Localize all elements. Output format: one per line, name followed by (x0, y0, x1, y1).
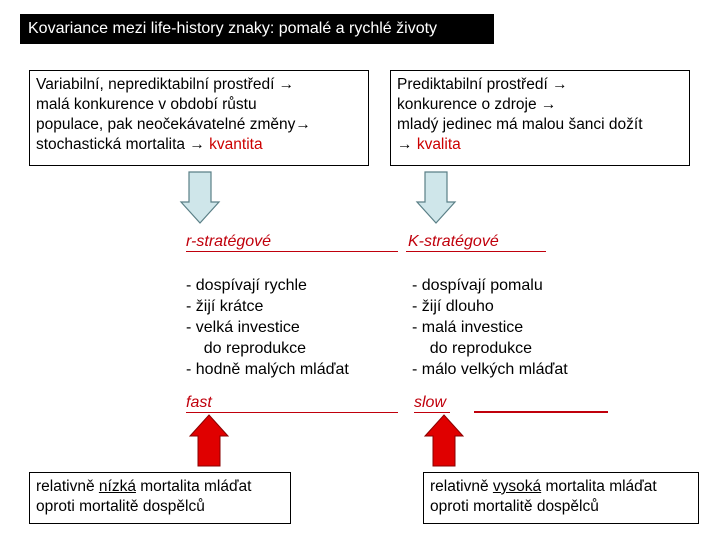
low-mortality-word: nízká (98, 478, 136, 495)
r-strategists-heading: r-stratégové (186, 233, 272, 250)
bottom-left-line-2: oproti mortalitě dospělců (36, 498, 205, 515)
high-mortality-word: vysoká (492, 478, 542, 495)
right-box-line-4 (397, 135, 683, 155)
r-strategy-traits: - dospívají rychle - žijí krátce - velká investice do reprodukce - hodně malých mláďat (186, 277, 349, 378)
right-box-line-2: konkurence o zdroje → (397, 96, 557, 113)
bottom-right-line-1 (430, 477, 692, 497)
fast-label: fast (186, 394, 212, 411)
slow-underline (414, 412, 450, 413)
up-arrow-right (424, 415, 464, 467)
r-heading-underline (186, 251, 398, 252)
right-box-line-4-prefix: → (397, 136, 417, 153)
left-box-line-1: Variabilní, neprediktabilní prostředí → (36, 76, 295, 93)
down-arrow-left (180, 172, 220, 224)
low-juvenile-mortality-box (29, 472, 291, 524)
k-strategy-traits: - dospívají pomalu - žijí dlouho - malá investice do reprodukce - málo velkých mláďat (412, 277, 568, 378)
right-box-line-1: Prediktabilní prostředí → (397, 76, 568, 93)
bottom-right-suffix: mortalita mláďat (541, 478, 657, 495)
fast-underline (186, 412, 398, 413)
k-heading-underline (406, 251, 546, 252)
slide-title: Kovariance mezi life-history znaky: pomalé a rychlé životy (20, 14, 494, 44)
quality-label: kvalita (416, 136, 461, 153)
up-arrow-left (189, 415, 229, 467)
quantity-label: kvantita (209, 136, 263, 153)
predictable-environment-box (390, 70, 690, 166)
high-juvenile-mortality-box (423, 472, 699, 524)
slow-extended-underline (474, 411, 608, 413)
slow-label: slow (414, 394, 447, 411)
right-box-line-3: mladý jedinec má malou šanci dožít (397, 116, 643, 133)
bottom-left-suffix: mortalita mláďat (135, 478, 252, 495)
unpredictable-environment-box (29, 70, 369, 166)
bottom-left-prefix: relativně (36, 478, 99, 495)
bottom-right-line-2: oproti mortalitě dospělců (430, 498, 599, 515)
left-box-line-3: populace, pak neočekávatelné změny→ (36, 116, 311, 133)
bottom-left-line-1 (36, 477, 284, 497)
left-box-line-2: malá konkurence v období růstu (36, 96, 257, 113)
k-strategists-heading: K-stratégové (408, 233, 499, 250)
left-box-line-4 (36, 135, 362, 155)
down-arrow-right (416, 172, 456, 224)
bottom-right-prefix: relativně (430, 478, 493, 495)
left-box-line-4-prefix: stochastická mortalita → (36, 136, 210, 153)
